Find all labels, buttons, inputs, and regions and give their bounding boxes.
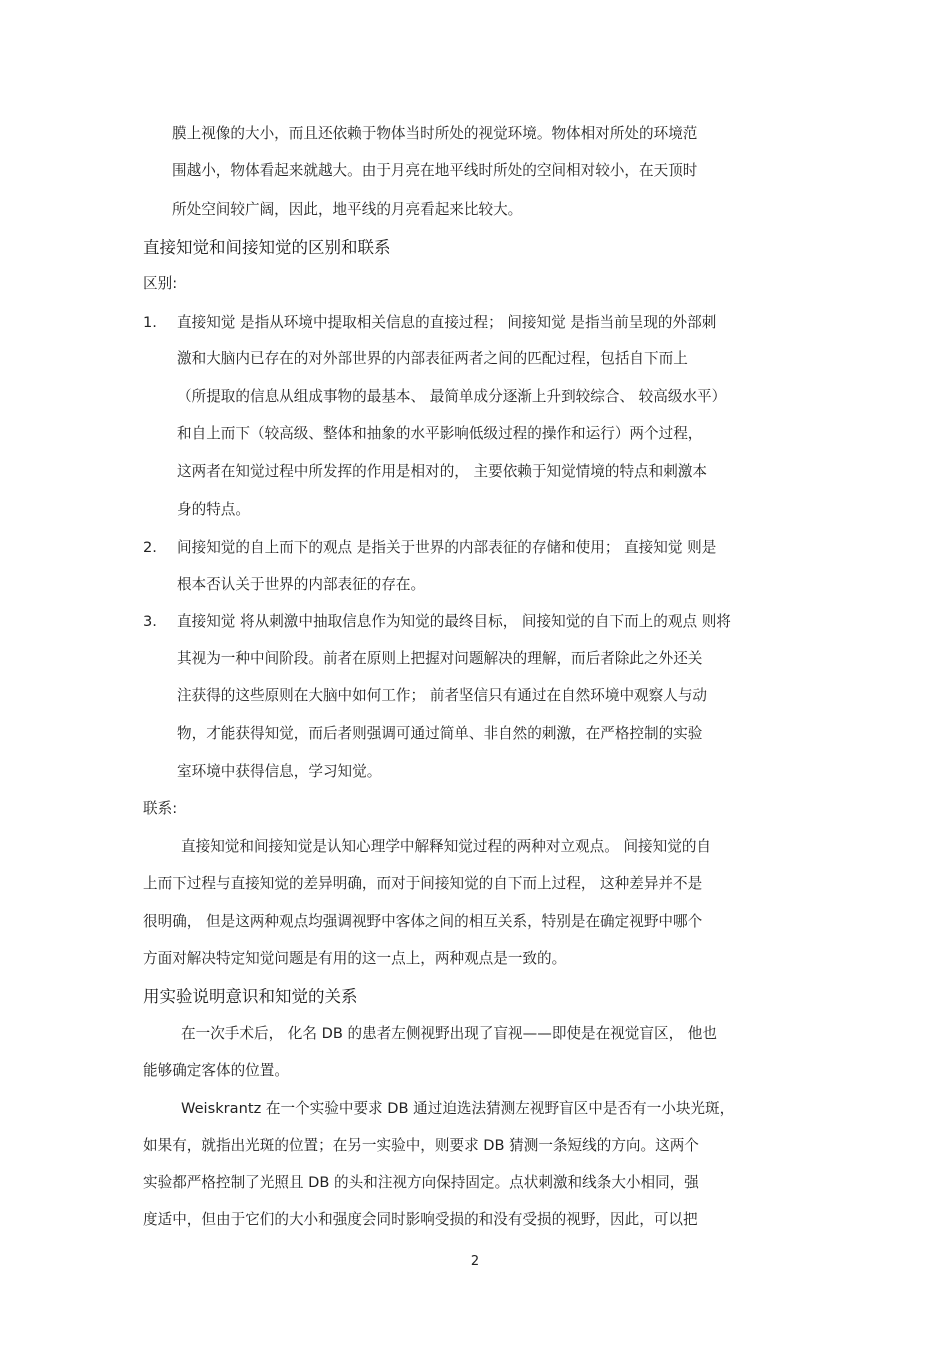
list-item-line: 物，才能获得知觉，而后者则强调可通过简单、非自然的刺激，在严格控制的实验 (177, 725, 703, 742)
paragraph-line: 很明确， 但是这两种观点均强调视野中客体之间的相互关系，特别是在确定视野中哪个 (143, 913, 703, 930)
list-item-line: 这两者在知觉过程中所发挥的作用是相对的， 主要依赖于知觉情境的特点和刺激本 (177, 463, 708, 480)
list-item-line: （所提取的信息从组成事物的最基本、 最简单成分逐渐上升到较综合、 较高级水平） (177, 388, 727, 405)
list-item-line: 室环境中获得信息，学习知觉。 (177, 763, 382, 780)
paragraph-line: Weiskrantz 在一个实验中要求 DB 通过迫选法猜测左视野盲区中是否有一小块光斑， (181, 1100, 735, 1117)
list-item-line: 身的特点。 (177, 501, 250, 518)
paragraph-line: 能够确定客体的位置。 (143, 1062, 289, 1079)
text-line: 所处空间较广阔，因此，地平线的月亮看起来比较大。 (172, 201, 523, 218)
list-item-line: 直接知觉 将从刺激中抽取信息作为知觉的最终目标， 间接知觉的自下而上的观点 则将 (177, 613, 731, 630)
list-item-line: 间接知觉的自上而下的观点 是指关于世界的内部表征的存储和使用； 直接知觉 则是 (177, 539, 717, 556)
list-item-line: 激和大脑内已存在的对外部世界的内部表征两者之间的匹配过程，包括自下而上 (177, 350, 688, 367)
list-number: 2. (143, 539, 157, 556)
list-item-line: 根本否认关于世界的内部表征的存在。 (177, 576, 426, 593)
list-item-line: 注获得的这些原则在大脑中如何工作； 前者坚信只有通过在自然环境中观察人与动 (177, 687, 708, 704)
difference-label: 区别: (143, 275, 178, 292)
list-item-line: 和自上而下（较高级、整体和抽象的水平影响低级过程的操作和运行）两个过程， (177, 425, 703, 442)
paragraph-line: 实验都严格控制了光照且 DB 的头和注视方向保持固定。点状刺激和线条大小相同，强 (143, 1174, 699, 1191)
list-number: 3. (143, 613, 157, 630)
text-line: 围越小，物体看起来就越大。由于月亮在地平线时所处的空间相对较小，在天顶时 (172, 162, 698, 179)
paragraph-line: 方面对解决特定知觉问题是有用的这一点上，两种观点是一致的。 (143, 950, 567, 967)
paragraph-line: 在一次手术后， 化名 DB 的患者左侧视野出现了盲视——即使是在视觉盲区， 他也 (181, 1025, 717, 1042)
section-heading: 直接知觉和间接知觉的区别和联系 (143, 238, 391, 257)
paragraph-line: 如果有，就指出光斑的位置；在另一实验中，则要求 DB 猜测一条短线的方向。这两个 (143, 1137, 699, 1154)
link-label: 联系: (143, 800, 178, 817)
text-line: 膜上视像的大小，而且还依赖于物体当时所处的视觉环境。物体相对所处的环境范 (172, 125, 698, 142)
list-item-line: 直接知觉 是指从环境中提取相关信息的直接过程； 间接知觉 是指当前呈现的外部刺 (177, 314, 717, 331)
paragraph-line: 度适中，但由于它们的大小和强度会同时影响受损的和没有受损的视野，因此，可以把 (143, 1211, 698, 1228)
paragraph-line: 上而下过程与直接知觉的差异明确，而对于间接知觉的自下而上过程， 这种差异并不是 (143, 875, 703, 892)
paragraph-line: 直接知觉和间接知觉是认知心理学中解释知觉过程的两种对立观点。 间接知觉的自 (181, 838, 712, 855)
list-item-line: 其视为一种中间阶段。前者在原则上把握对问题解决的理解，而后者除此之外还关 (177, 650, 703, 667)
list-number: 1. (143, 314, 157, 331)
page-number: 2 (470, 1254, 480, 1269)
section-heading: 用实验说明意识和知觉的关系 (143, 987, 358, 1006)
